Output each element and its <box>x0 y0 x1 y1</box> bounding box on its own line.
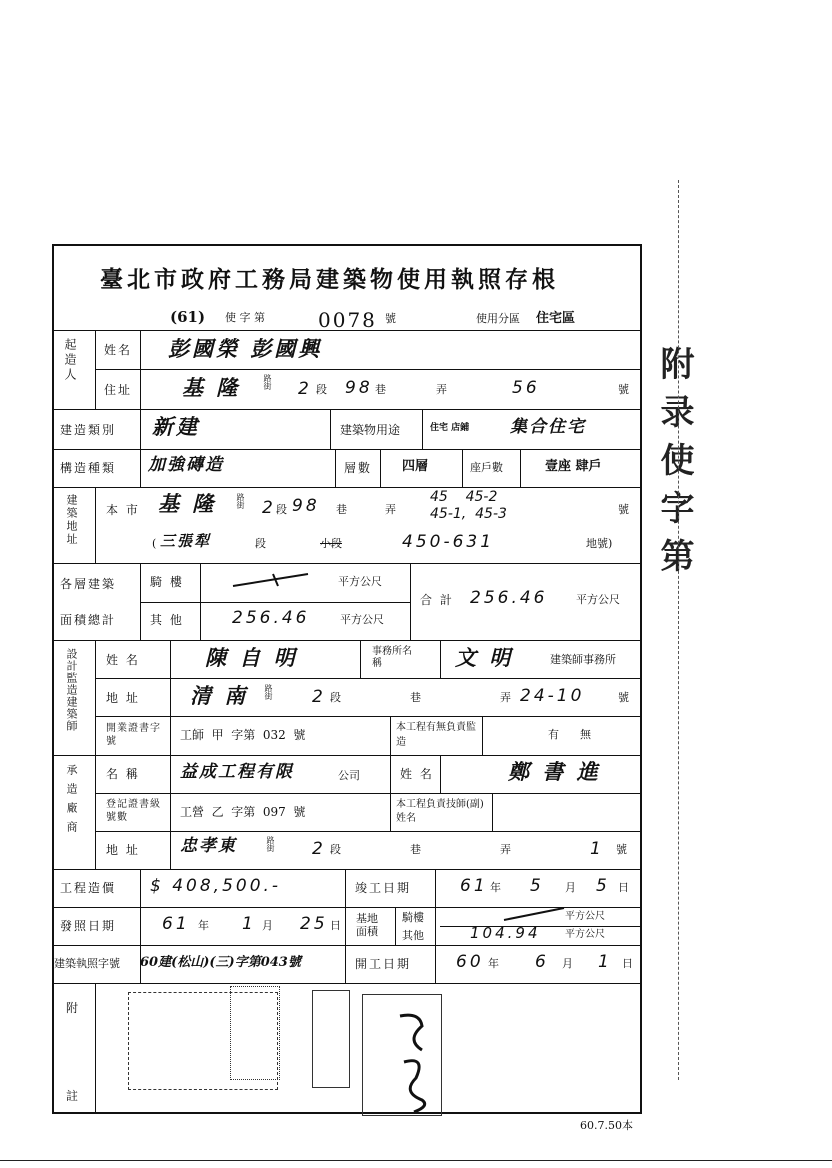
base-label: 基地面積 <box>356 912 378 938</box>
completion-year: 61 <box>460 876 488 896</box>
cost-label: 工程造價 <box>60 881 117 895</box>
floors-label: 層數 <box>344 461 373 475</box>
site-no-word: 號 <box>618 503 629 516</box>
contractor-road-word: 路街 <box>266 836 275 852</box>
architect-road-word: 路街 <box>264 684 273 700</box>
issue-m: 月 <box>262 919 273 932</box>
site-road: 基 隆 <box>158 492 217 516</box>
applicant-lane: 98 <box>345 378 373 398</box>
architect-no-word: 號 <box>618 691 629 704</box>
area-other-label: 其 他 <box>150 613 184 627</box>
start-year: 60 <box>456 952 484 972</box>
permit-number: 0078 <box>318 308 377 332</box>
start-d: 日 <box>622 957 633 970</box>
firm-suffix: 建築師事務所 <box>550 653 616 666</box>
issue-d: 日 <box>330 919 341 932</box>
form-footer: 60.7.50本 <box>580 1119 633 1132</box>
site-section-word: 段 <box>276 503 287 516</box>
architect-number: 24-10 <box>520 686 585 706</box>
applicant-alley-word: 弄 <box>436 383 447 396</box>
applicant-no-word: 號 <box>618 383 629 396</box>
edge-text: 附录使字第 <box>654 346 694 586</box>
contractor-no-word: 號 <box>616 843 627 856</box>
completion-d: 日 <box>618 881 629 894</box>
remarks-label-bottom: 註 <box>66 1089 81 1103</box>
applicant-section-label: 起造人 <box>63 338 77 383</box>
remarks-stamp-2 <box>230 986 280 1080</box>
construction-type: 新建 <box>152 415 200 439</box>
supervise-label: 本工程有無負責監造 <box>396 722 476 748</box>
issue-month: 1 <box>242 914 256 934</box>
remarks-stamp-3 <box>312 990 350 1088</box>
applicant-name-label: 姓名 <box>104 343 133 357</box>
start-m: 月 <box>562 957 573 970</box>
supervise-value: 有 無 <box>548 728 591 741</box>
site-section-label: 建築地址 <box>65 494 78 546</box>
architect-address-label: 地 址 <box>106 691 140 705</box>
contractor-section-no: 2 <box>312 839 326 859</box>
site-land-section: 三張犁 <box>160 532 212 550</box>
area-label-2: 面積總計 <box>60 613 117 627</box>
site-numbers-1: 45 45-2 <box>430 489 498 505</box>
remarks-signature <box>392 1006 440 1116</box>
site-lane: 98 <box>292 496 320 516</box>
start-label: 開工日期 <box>355 957 412 971</box>
zone-label: 使用分區 <box>476 312 520 325</box>
permit-year: (61) <box>170 308 206 326</box>
issue-y: 年 <box>198 919 209 932</box>
site-lot: 450-631 <box>402 532 495 552</box>
building-permit-label: 建築執照字號 <box>54 957 120 970</box>
units-label: 座戶數 <box>470 461 503 474</box>
completion-day: 5 <box>596 876 610 896</box>
building-permit-value: 60建(松山)(三)字第043號 <box>140 955 301 970</box>
base-pavilion-label: 騎樓 <box>402 911 424 924</box>
area-other-unit: 平方公尺 <box>340 613 384 626</box>
area-pavilion-label: 騎 樓 <box>150 575 184 589</box>
site-road-word: 路街 <box>236 493 245 509</box>
scan-bottom-edge <box>0 1160 832 1161</box>
architect-alley-word: 弄 <box>500 691 511 704</box>
contractor-person-label: 姓 名 <box>400 767 434 781</box>
applicant-road-word: 路街 <box>263 374 272 390</box>
architect-name: 陳 自 明 <box>205 646 298 670</box>
site-land-subsection: 小段 <box>320 537 342 550</box>
contractor-person: 鄭 書 進 <box>508 760 601 784</box>
building-use: 集合住宅 <box>510 417 586 437</box>
base-other-value: 104.94 <box>470 924 541 942</box>
contractor-company-word: 公司 <box>338 769 360 782</box>
base-other-unit: 平方公尺 <box>565 929 605 940</box>
completion-y: 年 <box>490 881 501 894</box>
applicant-address-label: 住址 <box>104 383 133 397</box>
issue-label: 發照日期 <box>60 919 117 933</box>
contractor-lane-word: 巷 <box>410 843 421 856</box>
site-lane-word: 巷 <box>336 503 347 516</box>
remarks-label-top: 附 <box>66 1001 81 1015</box>
site-alley-word: 弄 <box>385 503 396 516</box>
building-use-mark: 住宅 店鋪 <box>430 423 470 433</box>
area-other-value: 256.46 <box>232 608 310 628</box>
contractor-address-label: 地 址 <box>106 843 140 857</box>
contractor-name: 益成工程有限 <box>180 762 294 782</box>
permit-suffix: 號 <box>385 312 396 325</box>
site-city: 本 市 <box>106 503 140 517</box>
applicant-name: 彭國榮 彭國興 <box>168 337 323 361</box>
contractor-reg: 工營 乙 字第 097 號 <box>180 805 306 819</box>
contractor-section-word: 段 <box>330 843 341 856</box>
site-land-section-word: 段 <box>255 537 266 550</box>
area-label-1: 各層建築 <box>60 577 117 591</box>
area-total-unit: 平方公尺 <box>576 593 620 606</box>
contractor-alley-word: 弄 <box>500 843 511 856</box>
start-day: 1 <box>598 952 612 972</box>
page-title: 臺北市政府工務局建築物使用執照存根 <box>100 266 559 293</box>
start-month: 6 <box>535 952 549 972</box>
contractor-section-label: 承造廠商 <box>65 764 78 840</box>
architect-road: 清 南 <box>190 684 249 708</box>
issue-day: 25 <box>300 914 328 934</box>
area-pavilion-unit: 平方公尺 <box>338 575 382 588</box>
completion-month: 5 <box>530 876 544 896</box>
applicant-section-no: 2 <box>298 379 312 399</box>
contractor-road: 忠孝東 <box>180 836 237 856</box>
zone-value: 住宅區 <box>536 311 576 326</box>
completion-m: 月 <box>565 881 576 894</box>
contractor-tech-label: 本工程負責技師(副)姓名 <box>396 799 484 824</box>
contractor-number: 1 <box>590 839 604 859</box>
area-pavilion-strike <box>228 568 318 592</box>
applicant-number: 56 <box>512 378 540 398</box>
units-value: 壹座 肆戶 <box>545 459 602 474</box>
contractor-name-label: 名 稱 <box>106 767 140 781</box>
applicant-section-word: 段 <box>316 383 327 396</box>
scan-edge <box>678 180 679 1080</box>
base-other-label: 其他 <box>402 929 424 942</box>
floors-value: 四層 <box>402 459 429 474</box>
site-section-no: 2 <box>262 498 276 518</box>
issue-year: 61 <box>162 914 190 934</box>
architect-section-label: 設計監造建築師 <box>65 648 78 732</box>
permit-prefix: 使 字 第 <box>225 311 265 324</box>
structure-label: 構造種類 <box>60 461 117 475</box>
architect-lane-word: 巷 <box>410 691 421 704</box>
applicant-lane-word: 巷 <box>375 383 386 396</box>
building-use-label: 建築物用途 <box>340 423 401 437</box>
start-y: 年 <box>488 957 499 970</box>
site-numbers-2: 45-1, 45-3 <box>430 506 507 522</box>
firm-label: 事務所名 稱 <box>372 646 412 669</box>
base-pavilion-unit: 平方公尺 <box>565 911 605 922</box>
area-total-label: 合 計 <box>420 593 454 607</box>
architect-name-label: 姓 名 <box>106 653 140 667</box>
firm-name: 文 明 <box>455 646 514 670</box>
base-pavilion-strike <box>500 904 570 924</box>
cost-value: $ 408,500.- <box>150 876 282 896</box>
architect-section-no: 2 <box>312 687 326 707</box>
architect-section-word: 段 <box>330 691 341 704</box>
architect-cert-label: 開業證書字號 <box>106 723 161 747</box>
contractor-reg-label: 登記證書級號數 <box>106 799 161 823</box>
area-total-value: 256.46 <box>470 588 548 608</box>
completion-label: 竣工日期 <box>355 881 412 895</box>
construction-type-label: 建造類別 <box>60 423 117 437</box>
structure-type: 加強磚造 <box>148 455 224 475</box>
site-lot-word: 地號) <box>586 537 613 550</box>
applicant-road: 基 隆 <box>182 376 241 400</box>
architect-cert: 工師 甲 字第 032 號 <box>180 728 306 742</box>
